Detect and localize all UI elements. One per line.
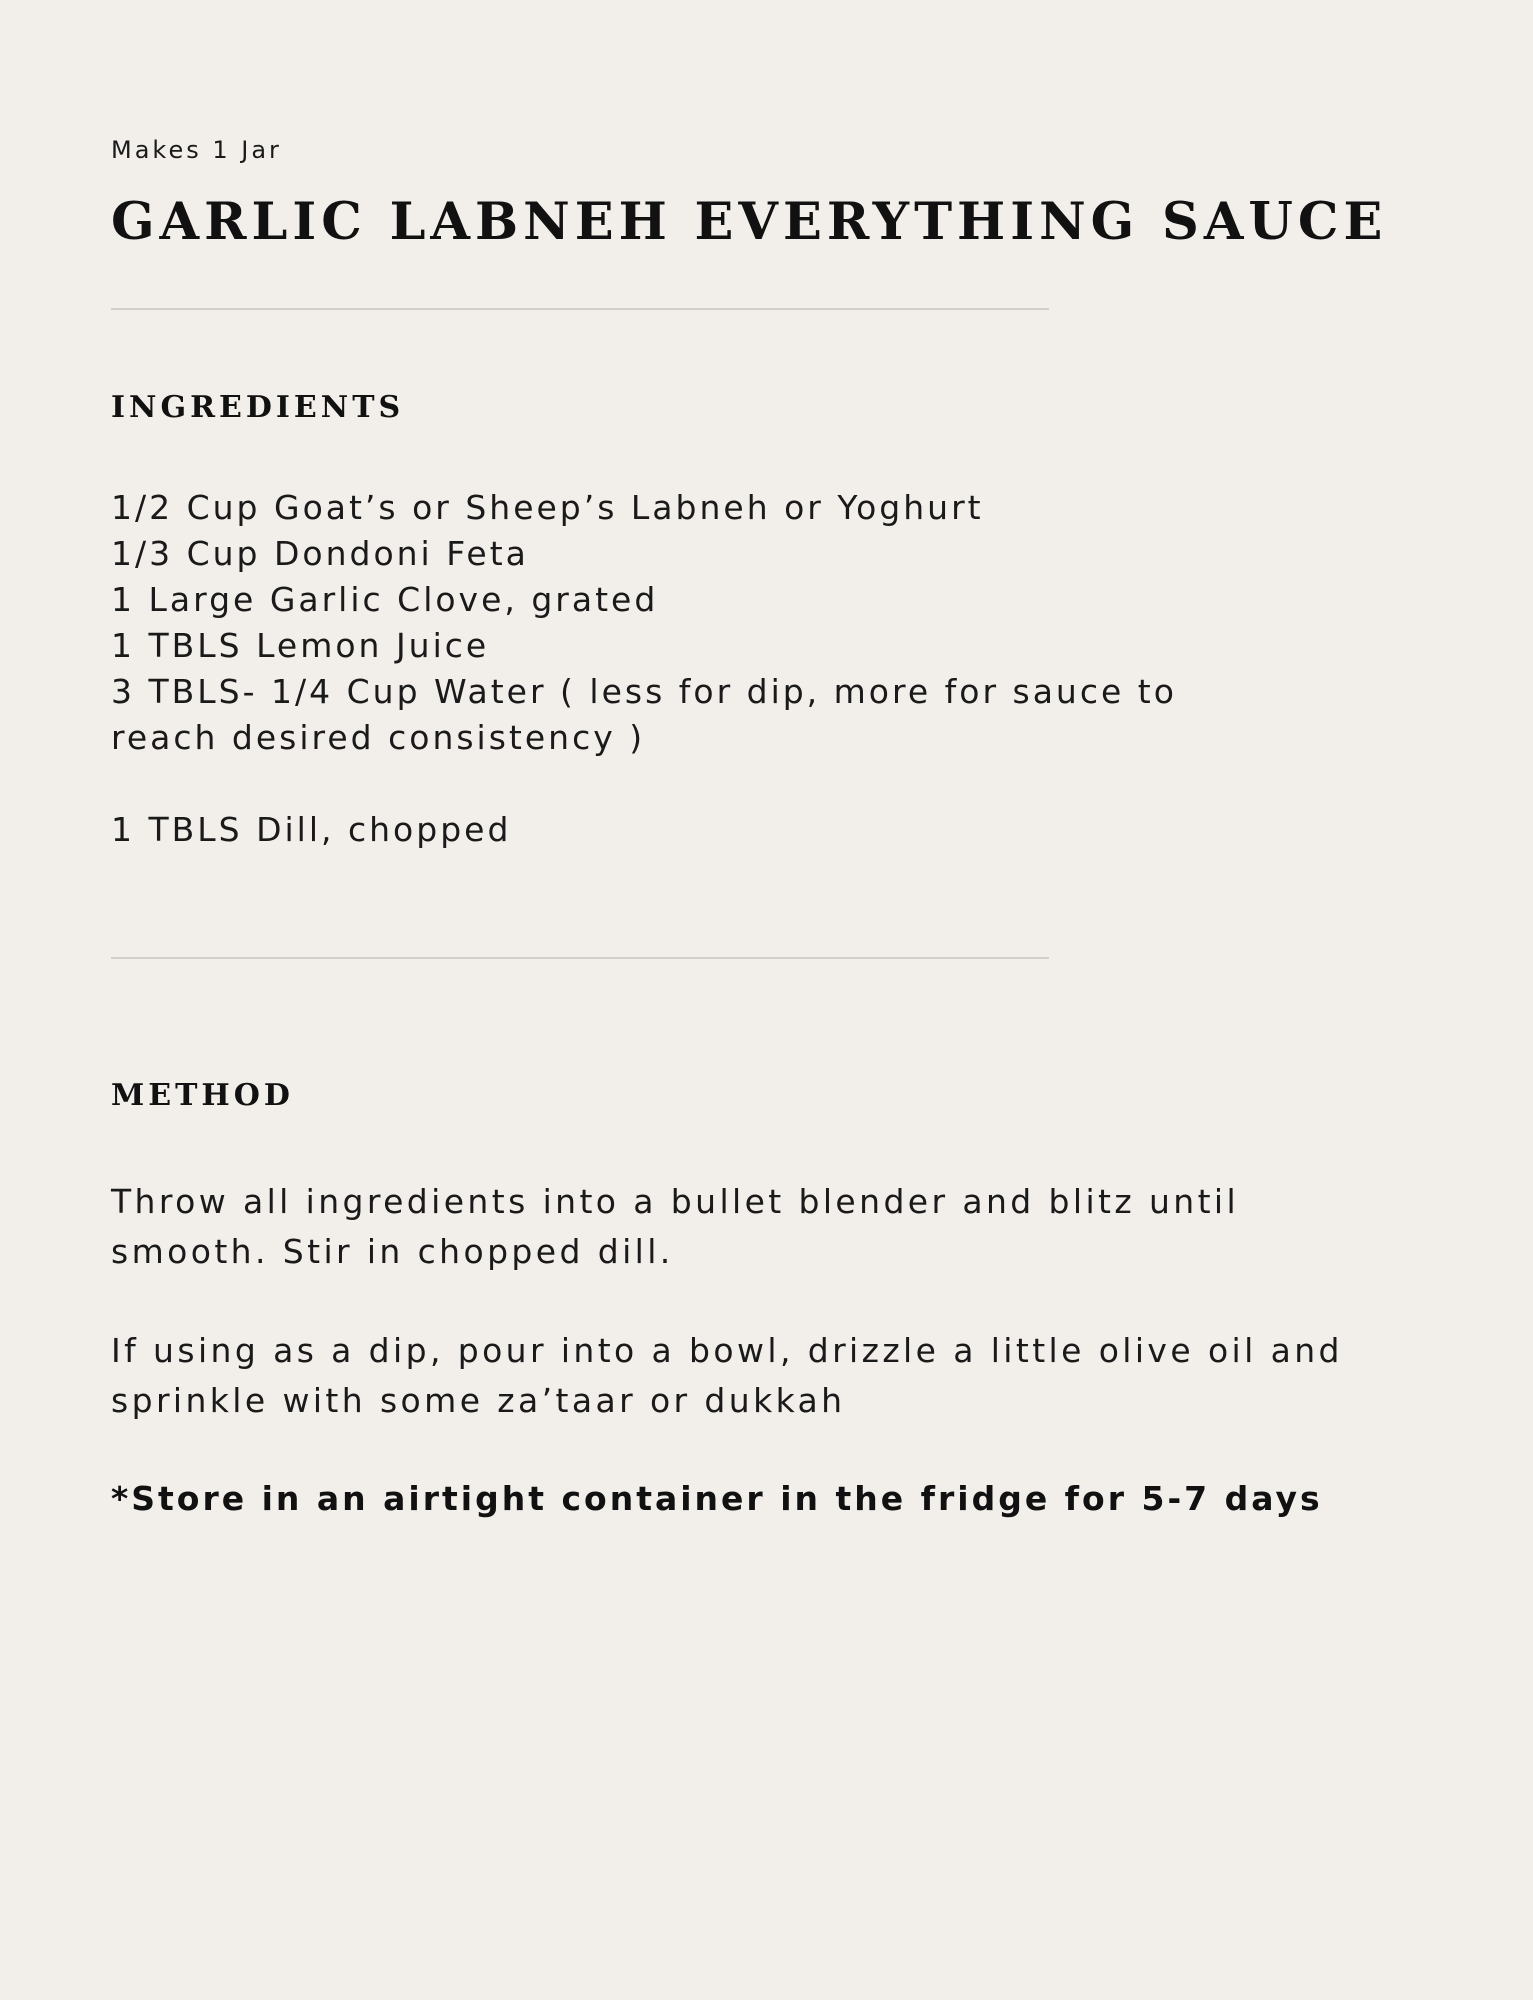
ingredient-item: 1 TBLS Dill, chopped — [111, 810, 512, 849]
method-step: Throw all ingredients into a bullet blender and blitz until smooth. Stir in chopped dill. — [111, 1182, 1240, 1271]
divider-middle — [111, 957, 1049, 959]
ingredient-item: 1/2 Cup Goat’s or Sheep’s Labneh or Yoghurt — [111, 488, 984, 527]
recipe-yield: Makes 1 Jar — [111, 136, 282, 164]
method-heading: METHOD — [111, 1078, 294, 1113]
ingredient-item: 1 TBLS Lemon Juice — [111, 626, 490, 665]
method-step: If using as a dip, pour into a bowl, drizzle a little olive oil and sprinkle with some za’taar or dukkah — [111, 1331, 1343, 1420]
divider-top — [111, 308, 1049, 310]
ingredient-item: 3 TBLS- 1/4 Cup Water ( less for dip, more for sauce to — [111, 672, 1177, 711]
ingredient-item-continued: reach desired consistency ) — [111, 718, 646, 757]
recipe-title: GARLIC LABNEH EVERYTHING SAUCE — [111, 192, 1388, 252]
method-section — [111, 1177, 1361, 1573]
storage-note: *Store in an airtight container in the fridge for 5-7 days — [111, 1479, 1323, 1518]
ingredients-heading: INGREDIENTS — [111, 390, 405, 425]
ingredients-list — [111, 485, 1261, 853]
ingredient-item: 1/3 Cup Dondoni Feta — [111, 534, 529, 573]
ingredient-item: 1 Large Garlic Clove, grated — [111, 580, 659, 619]
